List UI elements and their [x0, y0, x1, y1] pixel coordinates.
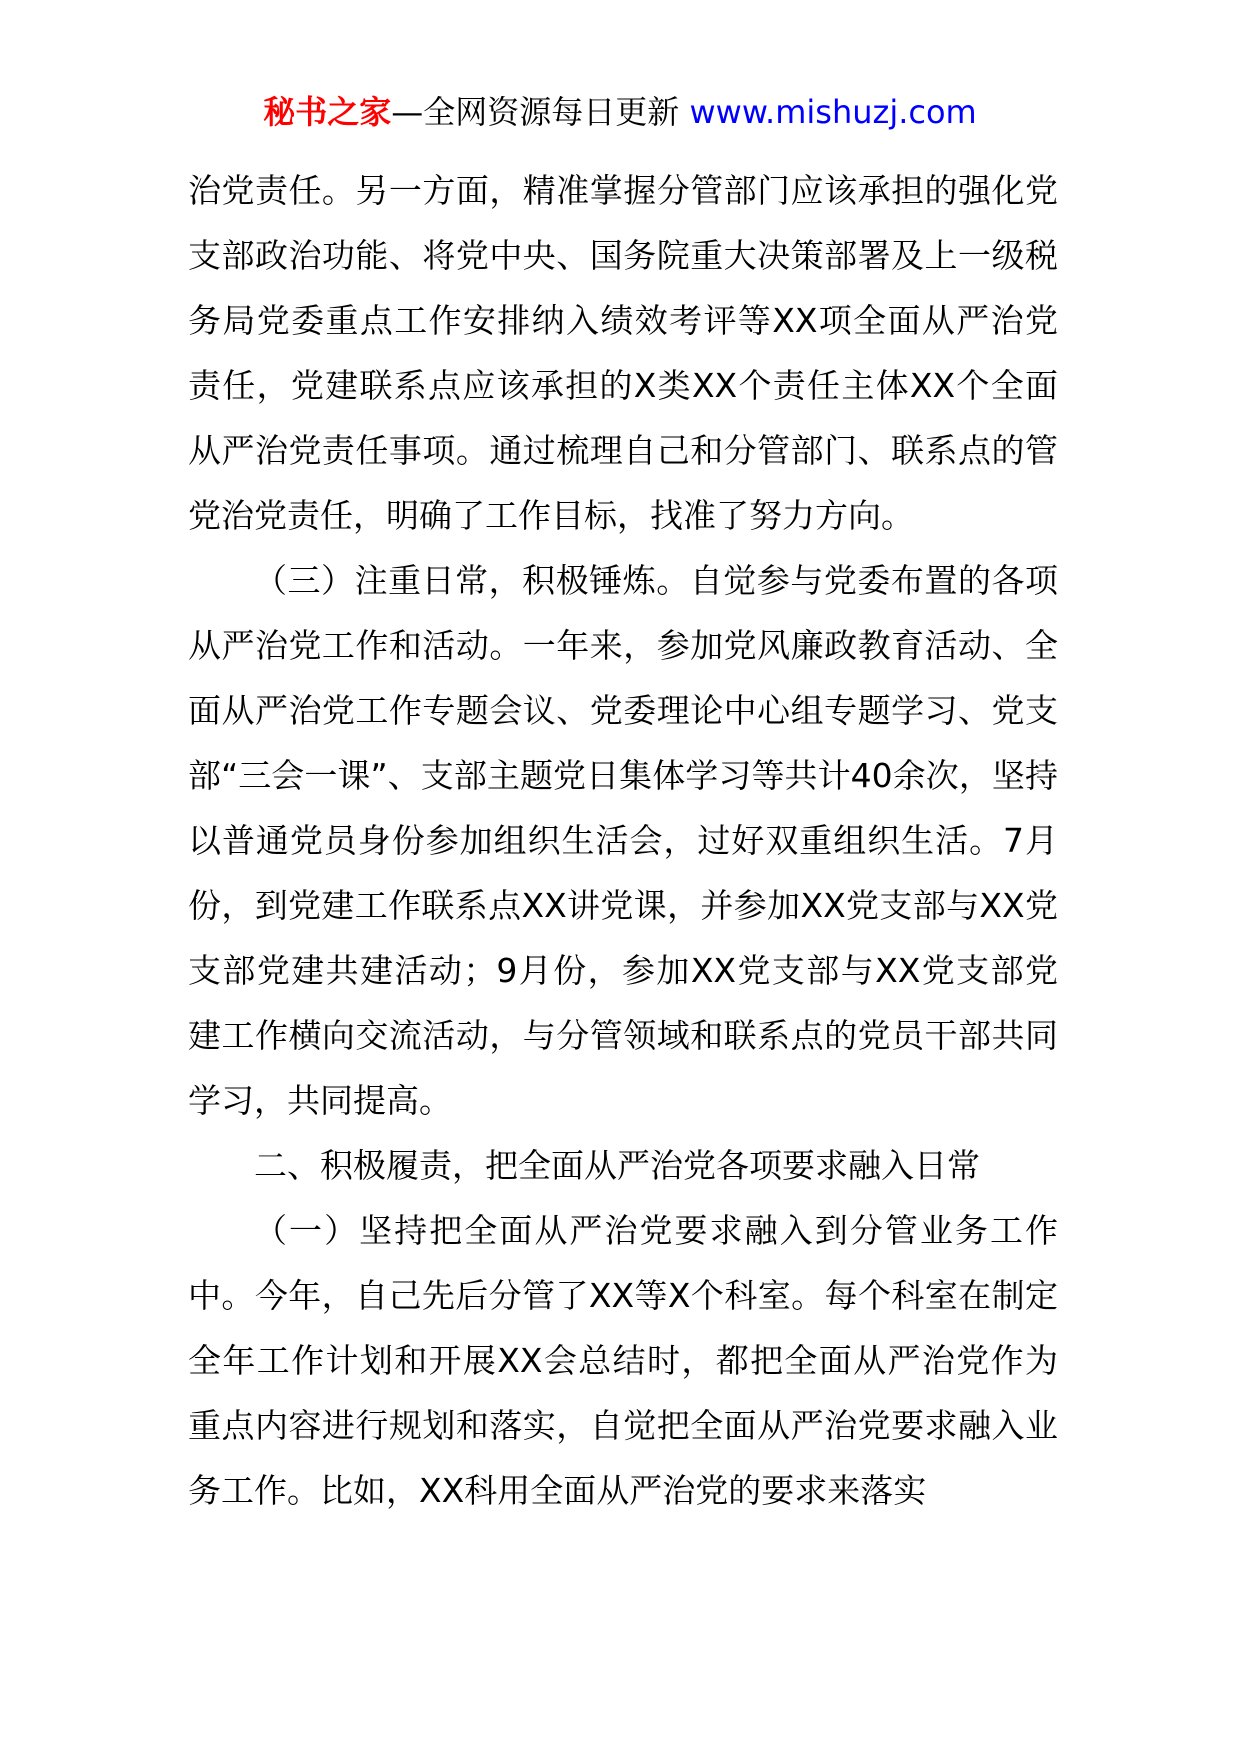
section-heading-2: 二、积极履责，把全面从严治党各项要求融入日常 — [254, 1146, 980, 1185]
paragraph-subsection-1: （一）坚持把全面从严治党要求融入到分管业务工作中。今年，自己先后分管了XX等X个科室。每个科室在制定全年工作计划和开展XX会总结时，都把全面从严治党作为重点内容进行规划和落实，自觉把全面从严治党要求融入业务工作。比如，XX科用全面从严治党的要求来落实 — [188, 1211, 1058, 1510]
header-tagline: —全网资源每日更新 — [391, 93, 680, 131]
site-url-link[interactable]: www.mishuzj.com — [689, 93, 977, 131]
paragraph-section-3: （三）注重日常，积极锤炼。自觉参与党委布置的各项从严治党工作和活动。一年来，参加党风廉政教育活动、全面从严治党工作专题会议、党委理论中心组专题学习、党支部“三会一课”、支部主题党日集体学习等共计40余次，坚持以普通党员身份参加组织生活会，过好双重组织生活。7月份，到党建工作联系点XX讲党课，并参加XX党支部与XX党支部党建共建活动；9月份，参加XX党支部与XX党支部党建工作横向交流活动，与分管领域和联系点的党员干部共同学习，共同提高。 — [188, 561, 1058, 1120]
paragraph-continuation: 治党责任。另一方面，精准掌握分管部门应该承担的强化党支部政治功能、将党中央、国务院重大决策部署及上一级税务局党委重点工作安排纳入绩效考评等XX项全面从严治党责任，党建联系点应该承担的X类XX个责任主体XX个全面从严治党责任事项。通过梳理自己和分管部门、联系点的管党治党责任，明确了工作目标，找准了努力方向。 — [188, 171, 1058, 535]
document-body — [188, 158, 1058, 1523]
site-watermark-header — [0, 92, 1240, 132]
brand-name: 秘书之家 — [263, 93, 392, 131]
